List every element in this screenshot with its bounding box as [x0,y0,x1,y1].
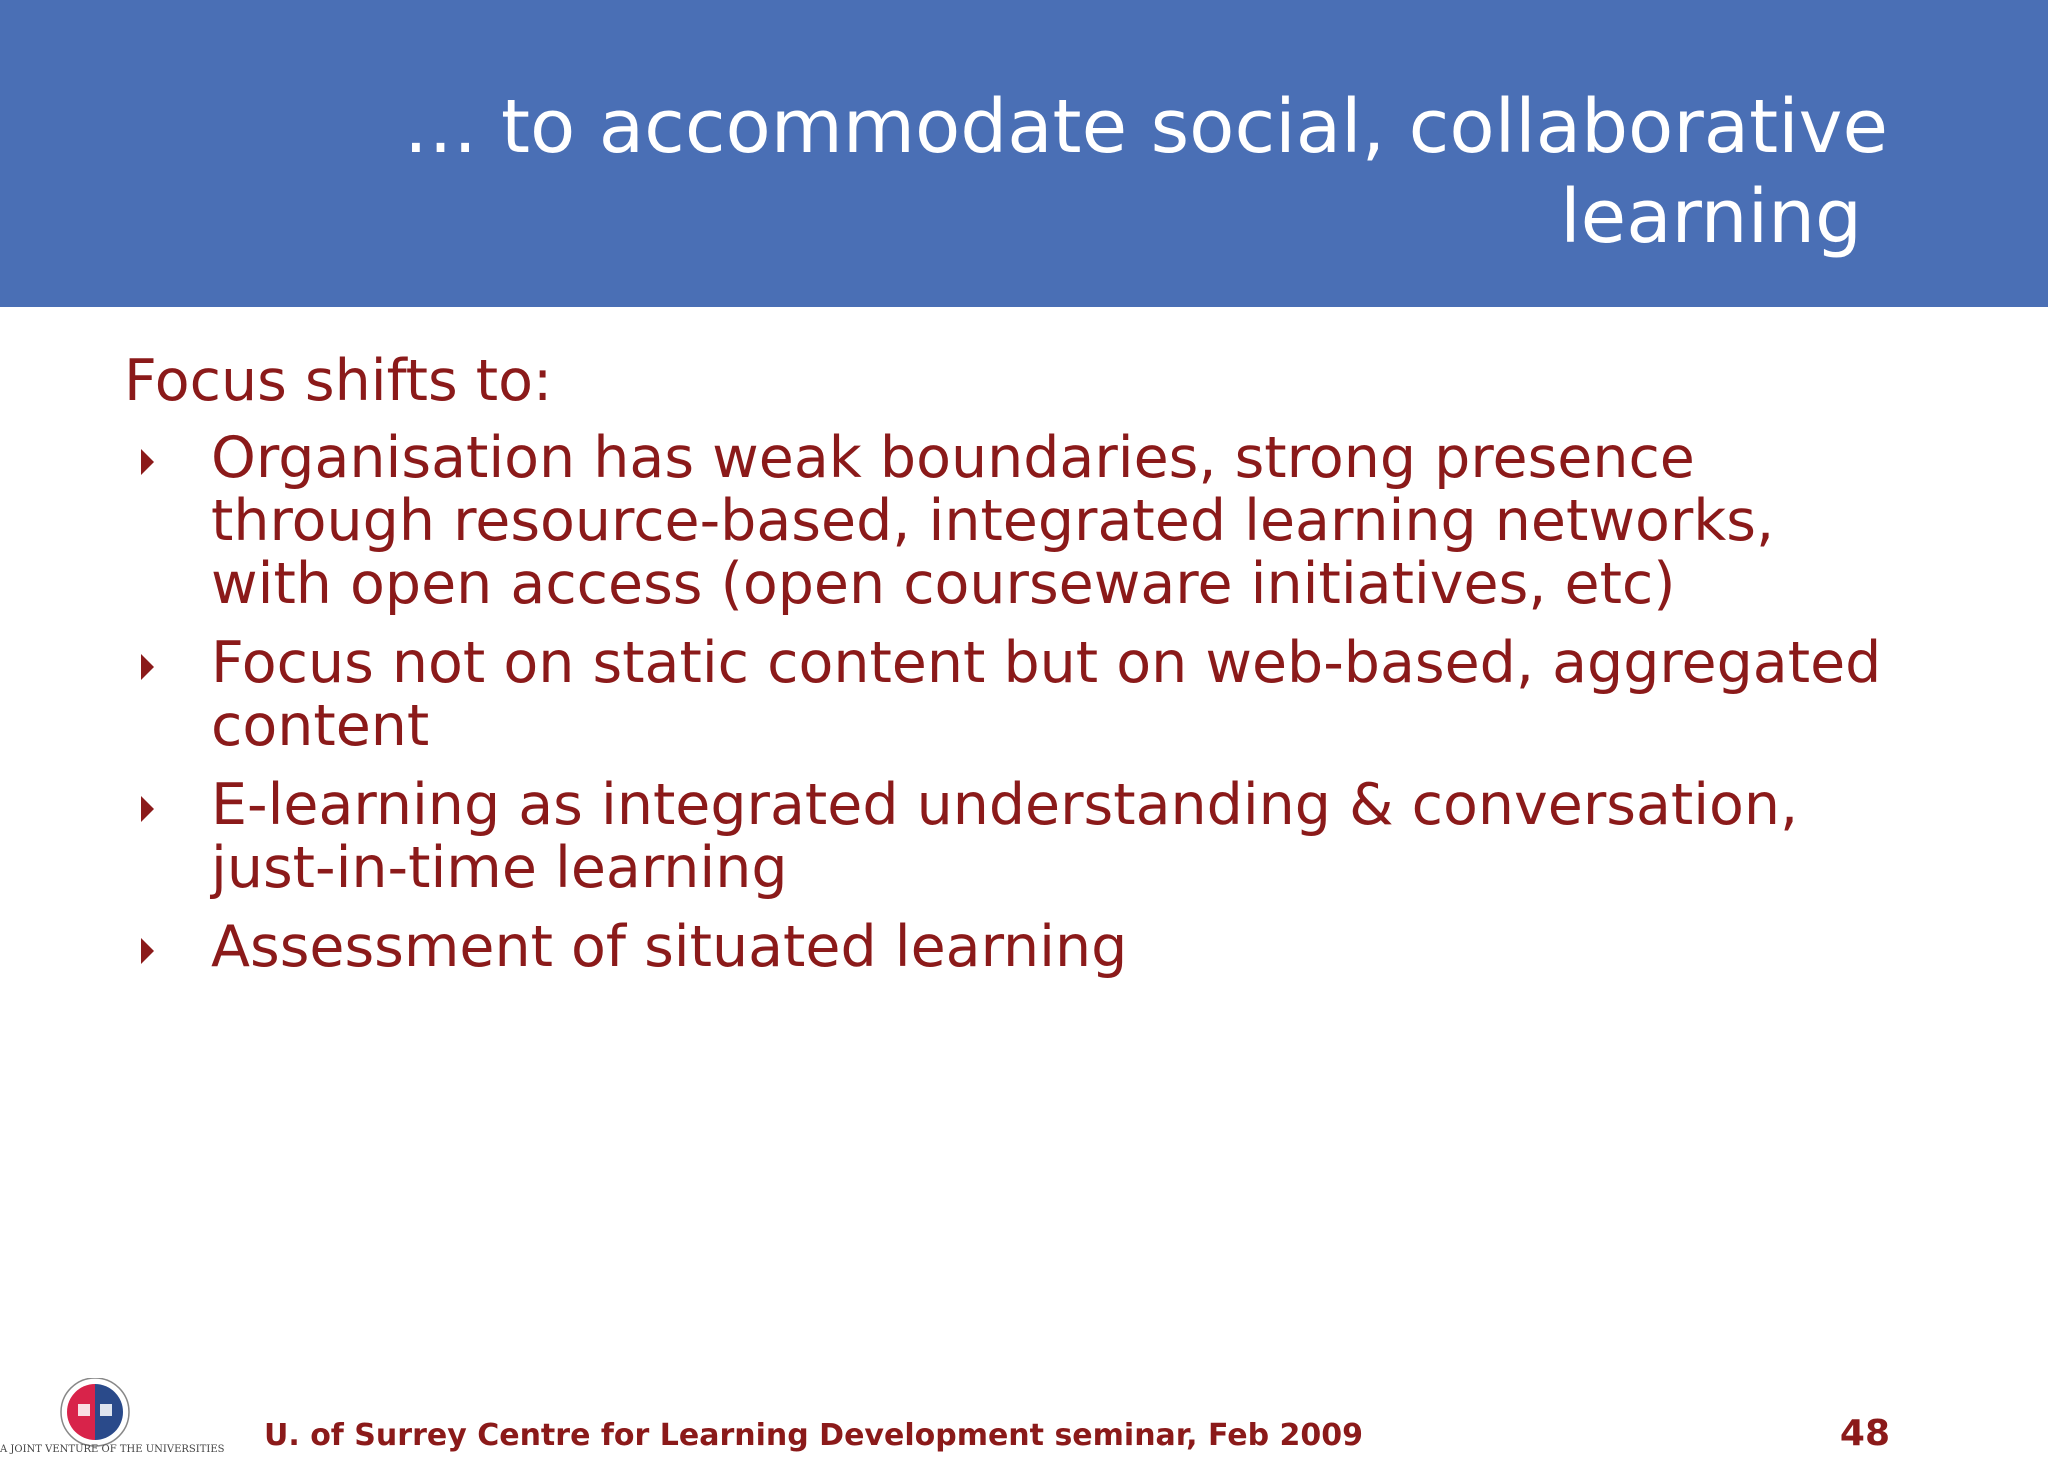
slide-body [124,345,1904,995]
slide-title [388,82,1888,262]
bullet-text: Assessment of situated learning [211,914,1128,980]
footer-text: U. of Surrey Centre for Learning Development seminar, Feb 2009 [264,1418,1364,1453]
bullet-text: Organisation has weak boundaries, strong presence through resource-based, integrated learning networks, with open access (open courseware initiatives, etc) [211,425,1775,617]
slide-title-line-2: learning [1560,174,1862,260]
bullet-item [124,427,1904,616]
bullet-item [124,632,1904,758]
slide-title-line-1: … to accommodate social, collaborative [403,84,1888,170]
triangle-bullet-icon [141,938,154,964]
intro-text: Focus shifts to: [124,348,553,414]
triangle-bullet-icon [141,654,154,680]
bullet-text: E-learning as integrated understanding & conversation, just-in-time learning [211,772,1799,901]
logo-caption: A JOINT VENTURE OF THE UNIVERSITIES [0,1444,225,1455]
bullet-item [124,774,1904,900]
header-band [0,0,2048,307]
page-number: 48 [1839,1413,1890,1454]
bullet-item [124,916,1904,979]
triangle-bullet-icon [141,449,154,475]
bullet-text: Focus not on static content but on web-based, aggregated content [211,630,1882,759]
bullet-list [124,427,1904,979]
triangle-bullet-icon [141,796,154,822]
